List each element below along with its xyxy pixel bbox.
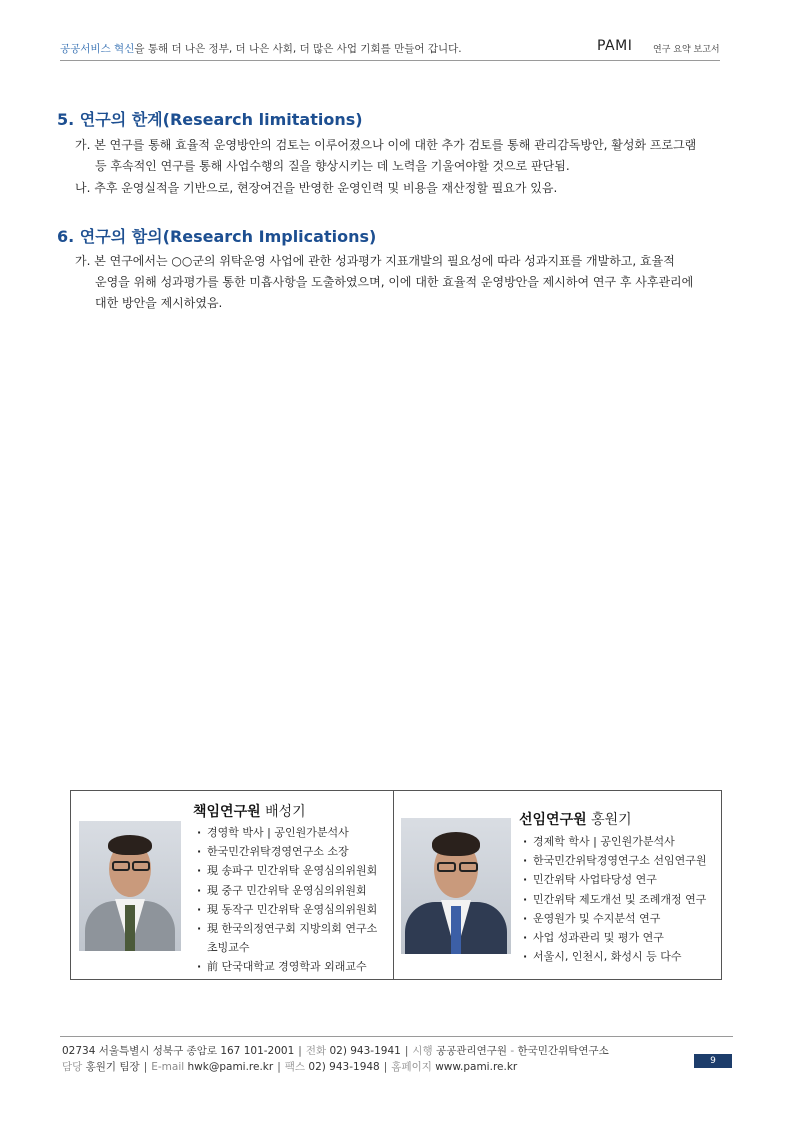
footer-org-label: 시행 [412, 1045, 433, 1057]
career-item: · 한국민간위탁경영연구소 소장 [197, 842, 392, 861]
footer-org-dash: - [510, 1045, 515, 1057]
career-item: · 前 단국대학교 경영학과 외래교수 [197, 957, 392, 976]
page-header [60, 38, 720, 61]
section5-item-a-line1: 가. 본 연구를 통해 효율적 운영방안의 검토는 이루어졌으나 이에 대한 추가 검토를 통해 관리감독방안, 활성화 프로그램 [75, 138, 697, 152]
footer-address: 02734 서울특별시 성북구 종암로 167 101-2001 [62, 1045, 295, 1057]
slogan-accent: 공공서비스 혁신 [60, 43, 135, 55]
researcher1-photo [79, 821, 181, 951]
career-item: · 現 중구 민간위탁 운영심의위원회 [197, 881, 392, 900]
researcher2-career-list [523, 832, 718, 966]
footer-email-label: E-mail [151, 1061, 185, 1073]
brand-logo-text: PAMI [597, 38, 633, 54]
section6-item-a-line3: 대한 방안을 제시하였음. [95, 296, 223, 310]
footer-email[interactable]: hwk@pami.re.kr [187, 1061, 274, 1073]
report-type: 연구 요약 보고서 [653, 45, 720, 55]
footer-fax-label: 팩스 [284, 1061, 306, 1073]
footer-contact: 홍원기 팀장 [85, 1061, 140, 1073]
footer-web[interactable]: www.pami.re.kr [435, 1061, 518, 1073]
career-item: · 사업 성과관리 및 평가 연구 [523, 928, 718, 947]
researcher2-title [519, 809, 632, 829]
career-item: · 민간위탁 제도개선 및 조례개정 연구 [523, 890, 718, 909]
section5-item-b [75, 178, 735, 199]
career-item: · 운영원가 및 수지분석 연구 [523, 909, 718, 928]
footer-web-label: 홈페이지 [391, 1061, 432, 1073]
footer-phone-label: 전화 [305, 1045, 327, 1057]
researcher1-career-list [197, 823, 392, 977]
footer-contact-label: 담당 [62, 1061, 83, 1073]
career-item: · 現 한국의정연구회 지방의회 연구소 [197, 919, 392, 938]
section6-item-a [75, 251, 735, 314]
section6-title: 6. 연구의 함의(Research Implications) [57, 227, 377, 246]
researcher1-role: 책임연구원 [193, 804, 261, 820]
footer-fax: 02) 943-1948 [308, 1061, 380, 1073]
section5-item-a [75, 135, 735, 177]
career-item: · 現 동작구 민간위탁 운영심의위원회 [197, 900, 392, 919]
career-item: 초빙교수 [207, 941, 250, 955]
section6-item-a-line2: 운영을 위해 성과평가를 통한 미흡사항을 도출하였으며, 이에 대한 효율적 운영방안을 제시하여 연구 후 사후관리에 [95, 275, 694, 289]
footer-line1: 02734 서울특별시 성북구 종암로 167 101-2001 | 전화 02) 943-1941 | 시행 공공관리연구원 - 한국민간위탁연구소 [62, 1045, 609, 1057]
career-item: · 민간위탁 사업타당성 연구 [523, 870, 718, 889]
footer-line2: 담당 홍원기 팀장 | E-mail hwk@pami.re.kr | 팩스 02) 943-1948 | 홈페이지 www.pami.re.kr [62, 1061, 518, 1073]
slogan-text: 을 통해 더 나은 정부, 더 나은 사회, 더 많은 사업 기회를 만들어 갑니다. [134, 43, 462, 55]
researcher1-name: 배성기 [265, 804, 306, 820]
profile-divider [393, 791, 394, 979]
page-number: 9 [694, 1054, 732, 1068]
researcher1-title [193, 801, 306, 821]
researcher2-photo [401, 818, 511, 954]
footer-phone: 02) 943-1941 [329, 1045, 401, 1057]
section6-item-a-line1: 가. 본 연구에서는 ○○군의 위탁운영 사업에 관한 성과평가 지표개발의 필요성에 따라 성과지표를 개발하고, 효율적 [75, 254, 675, 268]
researcher2-name: 홍원기 [591, 812, 632, 828]
footer-org2: 한국민간위탁연구소 [517, 1045, 609, 1057]
researcher-profiles [70, 790, 722, 980]
career-item: · 경영학 박사 | 공인원가분석사 [197, 823, 392, 842]
career-item: · 서울시, 인천시, 화성시 등 다수 [523, 947, 718, 966]
researcher2-role: 선임연구원 [519, 812, 587, 828]
section5-item-a-line2: 등 후속적인 연구를 통해 사업수행의 질을 향상시키는 데 노력을 기울여야할 것으로 판단됨. [95, 159, 570, 173]
section5-item-b-line1: 나. 추후 운영실적을 기반으로, 현장여건을 반영한 운영인력 및 비용을 재산정할 필요가 있음. [75, 181, 558, 195]
career-item: · 現 송파구 민간위탁 운영심의위원회 [197, 861, 392, 880]
footer-org: 공공관리연구원 [436, 1045, 508, 1057]
career-item: · 경제학 학사 | 공인원가분석사 [523, 832, 718, 851]
header-slogan [60, 41, 462, 56]
section5-title: 5. 연구의 한계(Research limitations) [57, 110, 363, 129]
page-footer [60, 1036, 733, 1073]
career-item: · 한국민간위탁경영연구소 선임연구원 [523, 851, 718, 870]
